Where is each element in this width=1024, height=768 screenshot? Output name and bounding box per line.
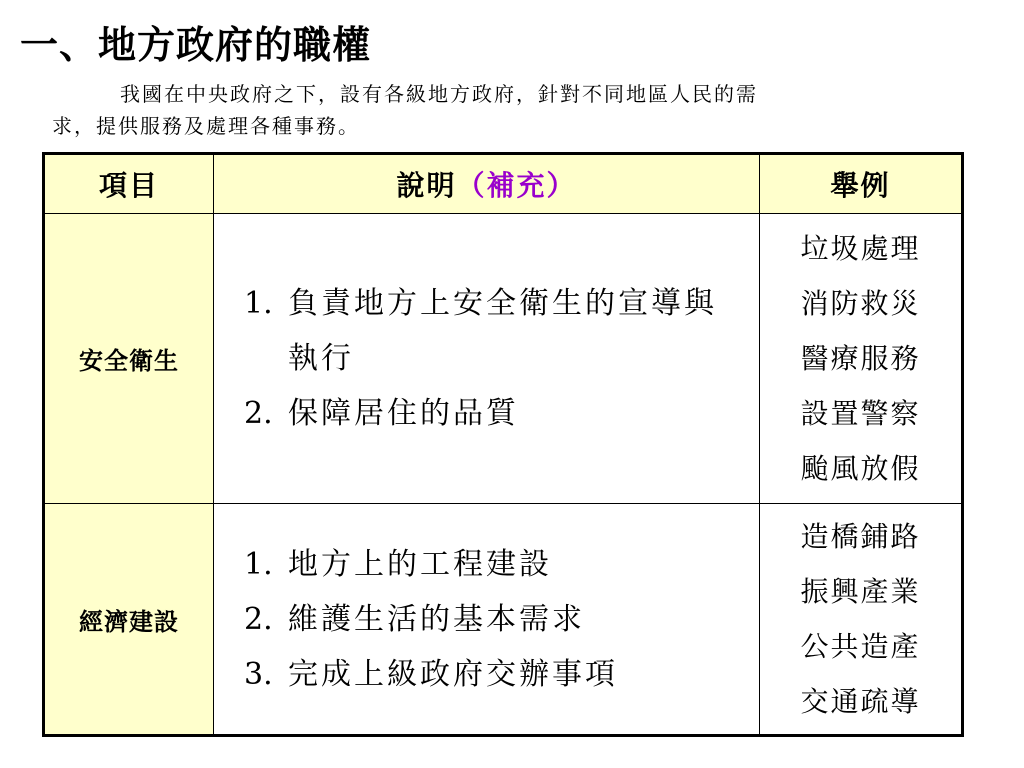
example-item: 醫療服務: [800, 342, 921, 375]
description-item: [244, 276, 739, 386]
description-item: [244, 592, 739, 647]
row-description: [214, 504, 760, 736]
item-text: 負責地方上安全衛生的宣導與執行: [288, 286, 717, 376]
header-examples: 舉例: [760, 154, 963, 214]
intro-paragraph: [52, 78, 952, 142]
description-item: [244, 386, 739, 441]
table-row: [44, 214, 963, 504]
header-description-label: 說明: [396, 169, 457, 202]
item-number: 1.: [244, 546, 273, 582]
table-row: [44, 504, 963, 736]
row-examples: [760, 504, 963, 736]
example-item: 交通疏導: [800, 685, 921, 718]
example-item: 颱風放假: [800, 452, 921, 485]
item-number: 1.: [244, 286, 273, 321]
intro-line-2: 求，提供服務及處理各種事務。: [52, 114, 360, 138]
row-item-label: 安全衛生: [44, 214, 214, 504]
example-item: 設置警察: [800, 397, 921, 430]
description-item: [244, 647, 739, 702]
example-item: 公共造產: [800, 630, 921, 663]
row-item-label: 經濟建設: [44, 504, 214, 736]
header-item: 項目: [44, 154, 214, 214]
example-item: 垃圾處理: [800, 232, 921, 265]
table-header-row: [44, 154, 963, 214]
row-description: [214, 214, 760, 504]
item-text: 維護生活的基本需求: [288, 601, 585, 637]
item-number: 2.: [244, 601, 273, 637]
page-title: 一、地方政府的職權: [20, 22, 372, 67]
header-supplement-label: （補充）: [456, 169, 577, 202]
item-number: 3.: [244, 656, 273, 692]
description-item: [244, 537, 739, 592]
item-number: 2.: [244, 396, 273, 431]
intro-line-1: 我國在中央政府之下，設有各級地方政府，針對不同地區人民的需: [120, 82, 758, 106]
header-description: [214, 154, 760, 214]
item-text: 完成上級政府交辦事項: [288, 656, 618, 692]
example-item: 造橋鋪路: [800, 520, 921, 553]
example-item: 消防救災: [800, 287, 921, 320]
example-item: 振興產業: [800, 575, 921, 608]
item-text: 保障居住的品質: [288, 396, 519, 431]
authority-table: [42, 152, 964, 737]
item-text: 地方上的工程建設: [288, 546, 552, 582]
row-examples: [760, 214, 963, 504]
